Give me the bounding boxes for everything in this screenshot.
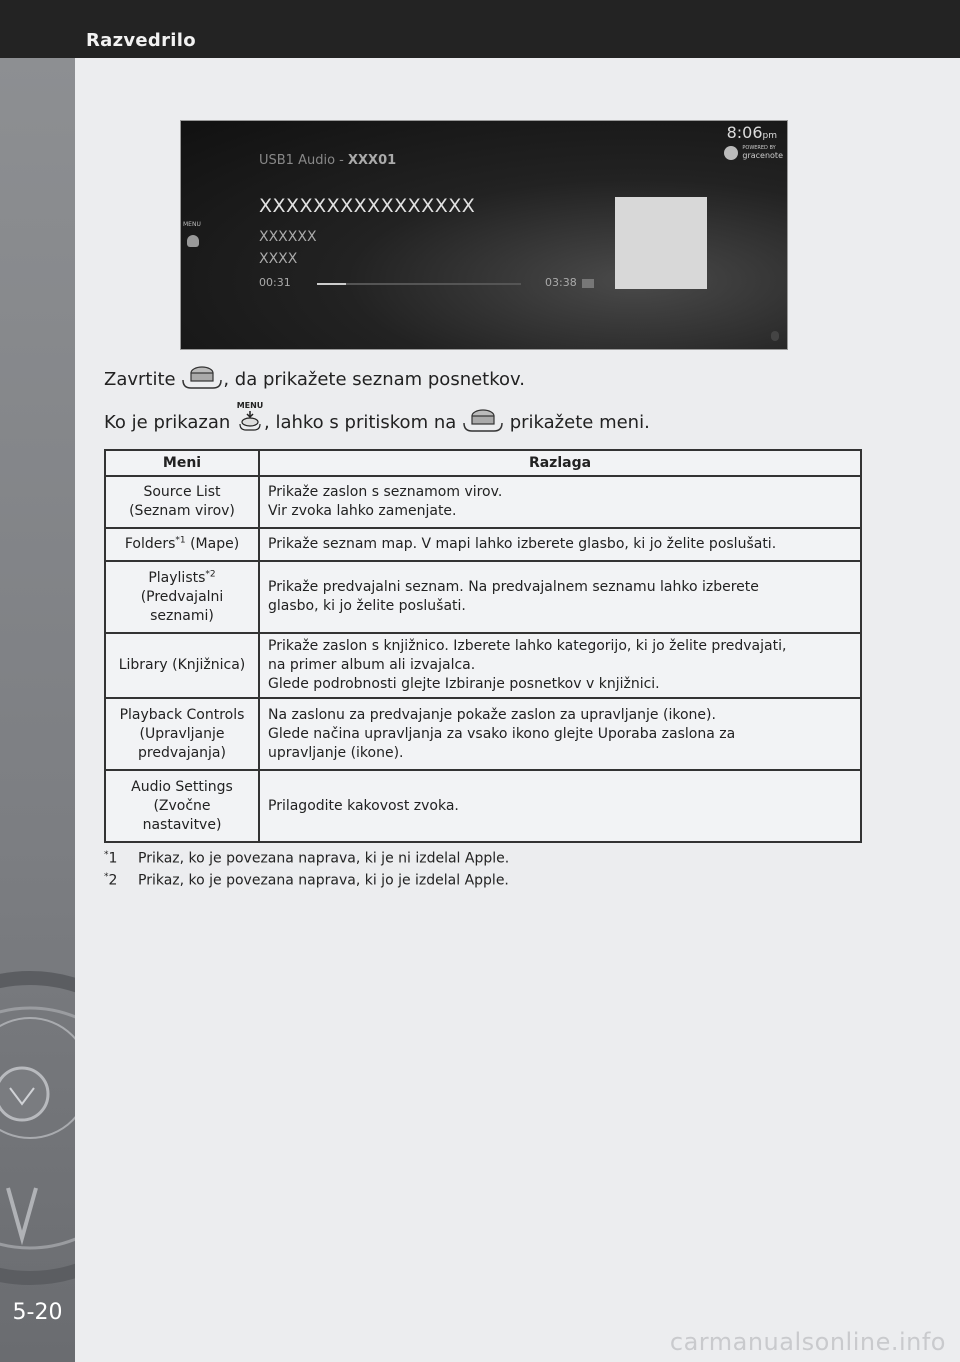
menu-item-label-suffix: (Predvajalni seznami) <box>140 588 224 624</box>
menu-item-label-suffix: (Mape) <box>185 536 240 552</box>
gracenote-label: gracenote <box>742 151 783 160</box>
instruction-text: Ko je prikazan <box>104 412 237 433</box>
menu-table <box>104 449 862 843</box>
clock-time: 8:06 <box>726 123 763 142</box>
commander-knob-icon <box>462 409 504 433</box>
menu-item-description: Prikaže zaslon s seznamom virov. Vir zvoka lahko zamenjate. <box>259 476 861 528</box>
elapsed-time: 00:31 <box>259 276 291 289</box>
footnote-2 <box>104 872 509 889</box>
artist-name: XXXXXX <box>259 229 317 245</box>
menu-item-description: Prikaže seznam map. V mapi lahko izberete glasbo, ki jo želite poslušati. <box>259 528 861 561</box>
instruction-line-2 <box>104 400 650 433</box>
album-art <box>615 197 707 289</box>
clock <box>727 123 777 142</box>
page-header <box>0 0 960 58</box>
instruction-line-1 <box>104 366 525 390</box>
gracenote-logo <box>724 145 783 160</box>
sidebar-dashboard-image <box>0 58 75 1362</box>
footnote-mark: * <box>104 850 109 860</box>
menu-icon-label: MENU <box>236 401 264 410</box>
source-prefix: USB1 Audio - <box>259 153 348 168</box>
table-row <box>105 770 861 842</box>
menu-item-library <box>105 633 259 698</box>
gracenote-icon <box>724 146 738 160</box>
column-header-description: Razlaga <box>259 450 861 476</box>
menu-item-description: Prilagodite kakovost zvoka. <box>259 770 861 842</box>
menu-item-label: Library (Knjižnica) <box>118 657 246 673</box>
footnote-number: 2 <box>108 872 118 889</box>
instruction-text: prikažete meni. <box>504 412 650 433</box>
powered-by-label: POWERED BY <box>742 145 776 151</box>
infotainment-screen-image <box>180 120 788 350</box>
menu-button-icon <box>236 400 264 432</box>
menu-label: MENU <box>183 221 201 228</box>
album-name: XXXX <box>259 251 298 267</box>
audio-source <box>259 153 396 168</box>
total-time: 03:38 <box>545 276 577 289</box>
section-title: Razvedrilo <box>86 30 196 51</box>
table-row <box>105 633 861 698</box>
instruction-text: Zavrtite <box>104 369 182 390</box>
instruction-text: , lahko s pritiskom na <box>264 412 462 433</box>
menu-item-label: Audio Settings (Zvočne nastavitve) <box>131 778 233 833</box>
footnote-text: Prikaz, ko je povezana naprava, ki je ni izdelal Apple. <box>138 850 510 867</box>
table-row <box>105 561 861 633</box>
menu-item-label: Playlists <box>148 569 206 586</box>
menu-item-playlists <box>105 561 259 633</box>
footnote-ref: *2 <box>205 568 216 579</box>
bluetooth-icon <box>771 331 779 341</box>
menu-item-label: Playback Controls (Upravljanje predvajanja) <box>119 706 245 761</box>
footnote-text: Prikaz, ko je povezana naprava, ki jo je izdelal Apple. <box>138 872 509 889</box>
table-header-row <box>105 450 861 476</box>
song-title: XXXXXXXXXXXXXXXX <box>259 195 476 217</box>
menu-item-label: Folders <box>124 536 176 552</box>
clock-suffix: pm <box>762 131 777 141</box>
progress-fill <box>317 283 346 285</box>
footnote-number: 1 <box>108 850 118 867</box>
shuffle-mode-icon <box>582 279 594 288</box>
table-row <box>105 528 861 561</box>
steering-wheel-illustration <box>0 58 75 1362</box>
menu-item-description: Prikaže predvajalni seznam. Na predvajalnem seznamu lahko izberete glasbo, ki jo želite poslušati. <box>259 561 861 633</box>
page-number: 5-20 <box>12 1300 63 1325</box>
menu-item-description: Na zaslonu za predvajanje pokaže zaslon za upravljanje (ikone). Glede načina upravljanja za vsako ikono glejte Uporaba zaslona za upravljanje (ikone). <box>259 698 861 770</box>
table-row <box>105 476 861 528</box>
watermark: carmanualsonline.info <box>669 1328 946 1356</box>
source-device: XXX01 <box>348 153 397 168</box>
instruction-text: , da prikažete seznam posnetkov. <box>223 369 526 390</box>
menu-item-playback-controls <box>105 698 259 770</box>
commander-knob-icon <box>181 366 223 390</box>
footnote-1 <box>104 850 509 867</box>
menu-item-description: Prikaže zaslon s knjižnico. Izberete lahko kategorijo, ki jo želite predvajati, na primer album ali izvajalca. Glede podrobnosti glejte Izbiranje posnetkov v knjižnici. <box>259 633 861 698</box>
menu-item-label: Source List (Seznam virov) <box>129 484 235 519</box>
footnote-mark: * <box>104 872 109 882</box>
table-row <box>105 698 861 770</box>
footnote-ref: *1 <box>175 535 186 546</box>
menu-item-folders <box>105 528 259 561</box>
commander-knob-icon <box>187 235 199 247</box>
menu-item-audio-settings <box>105 770 259 842</box>
progress-bar <box>317 283 521 285</box>
menu-item-source-list <box>105 476 259 528</box>
column-header-menu: Meni <box>105 450 259 476</box>
